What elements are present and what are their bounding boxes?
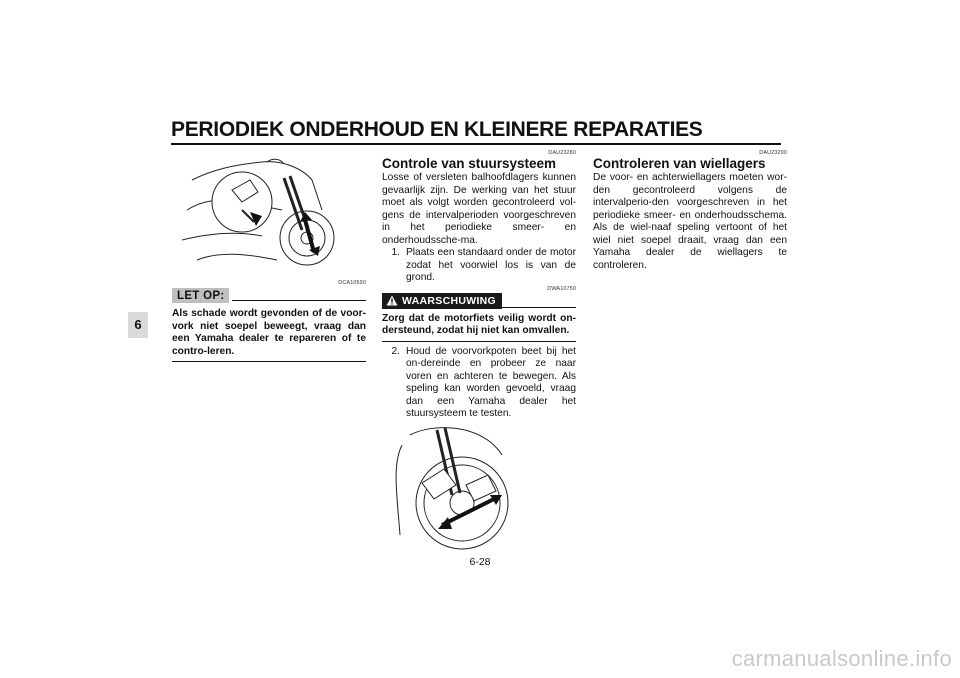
step-1 (382, 247, 576, 285)
note-header (172, 288, 366, 303)
note-bottom-rule (172, 361, 366, 362)
section-code: DAU23290 (759, 150, 787, 156)
fork-damage-illustration (172, 150, 366, 278)
fork-test-illustration (382, 425, 576, 555)
watermark: carmanualsonline.info (731, 646, 952, 671)
right-column (593, 150, 787, 272)
warning-rule (502, 307, 576, 308)
section-code: DAU23280 (548, 150, 576, 156)
steering-intro: Losse of versleten balhoofdlagers kunnen gevaarlijk zijn. De werking van het stuur moet als volgt worden gecontroleerd vol-gens de intervalperioden voorgeschreven in het periodieke smeer- en onderhoudssche-ma. (382, 172, 576, 246)
warning-label: WAARSCHUWING (402, 294, 497, 307)
page-number: 6-28 (469, 556, 491, 568)
warning-code: DWA10750 (547, 285, 576, 292)
step-2 (382, 346, 576, 421)
chapter-tab: 6 (128, 312, 148, 338)
section-title-steering: Controle van stuursysteem (382, 156, 557, 171)
warning-badge (382, 293, 502, 309)
warning-bottom-rule (382, 341, 576, 342)
figure-code: DCA10590 (338, 280, 366, 286)
step-text: Plaats een standaard onder de motor zodat het voorwiel los is van de grond. (406, 247, 576, 283)
note-text: Als schade wordt gevonden of de voor-vork niet soepel beweegt, vraag dan een Yamaha dealer te repareren of te contro-leren. (172, 308, 366, 357)
wheel-bearings-text: De voor- en achterwiellagers moeten wor-den gecontroleerd volgens de intervalperio-den voorgeschreven in het periodieke smeer- en onderhoudsschema. Als de wiel-naaf speling vertoont of het wiel niet soepel draait, vraag dan een Yamaha dealer de wiellagers te controleren. (593, 172, 787, 271)
note-label: LET OP: (172, 288, 229, 303)
warning-text: Zorg dat de motorfiets veilig wordt on-dersteund, zodat hij niet kan omvallen. (382, 312, 576, 336)
page-title: PERIODIEK ONDERHOUD EN KLEINERE REPARATIES (171, 118, 703, 141)
middle-column (382, 150, 576, 555)
left-column (172, 150, 366, 362)
note-rule (232, 300, 366, 301)
step-text: Houd de voorvorkpoten beet bij het on-dereinde en probeer ze naar voren en achteren te bewegen. Als speling kan worden gevoeld, vraag dan een Yamaha dealer het stuursysteem te testen. (406, 345, 576, 419)
header-rule (171, 143, 781, 145)
warning-triangle-icon (386, 295, 398, 306)
section-title-wheel-bearings: Controleren van wiellagers (593, 156, 766, 171)
warning-header (382, 293, 576, 309)
step-number: 2. (391, 345, 400, 357)
step-number: 1. (391, 247, 400, 258)
